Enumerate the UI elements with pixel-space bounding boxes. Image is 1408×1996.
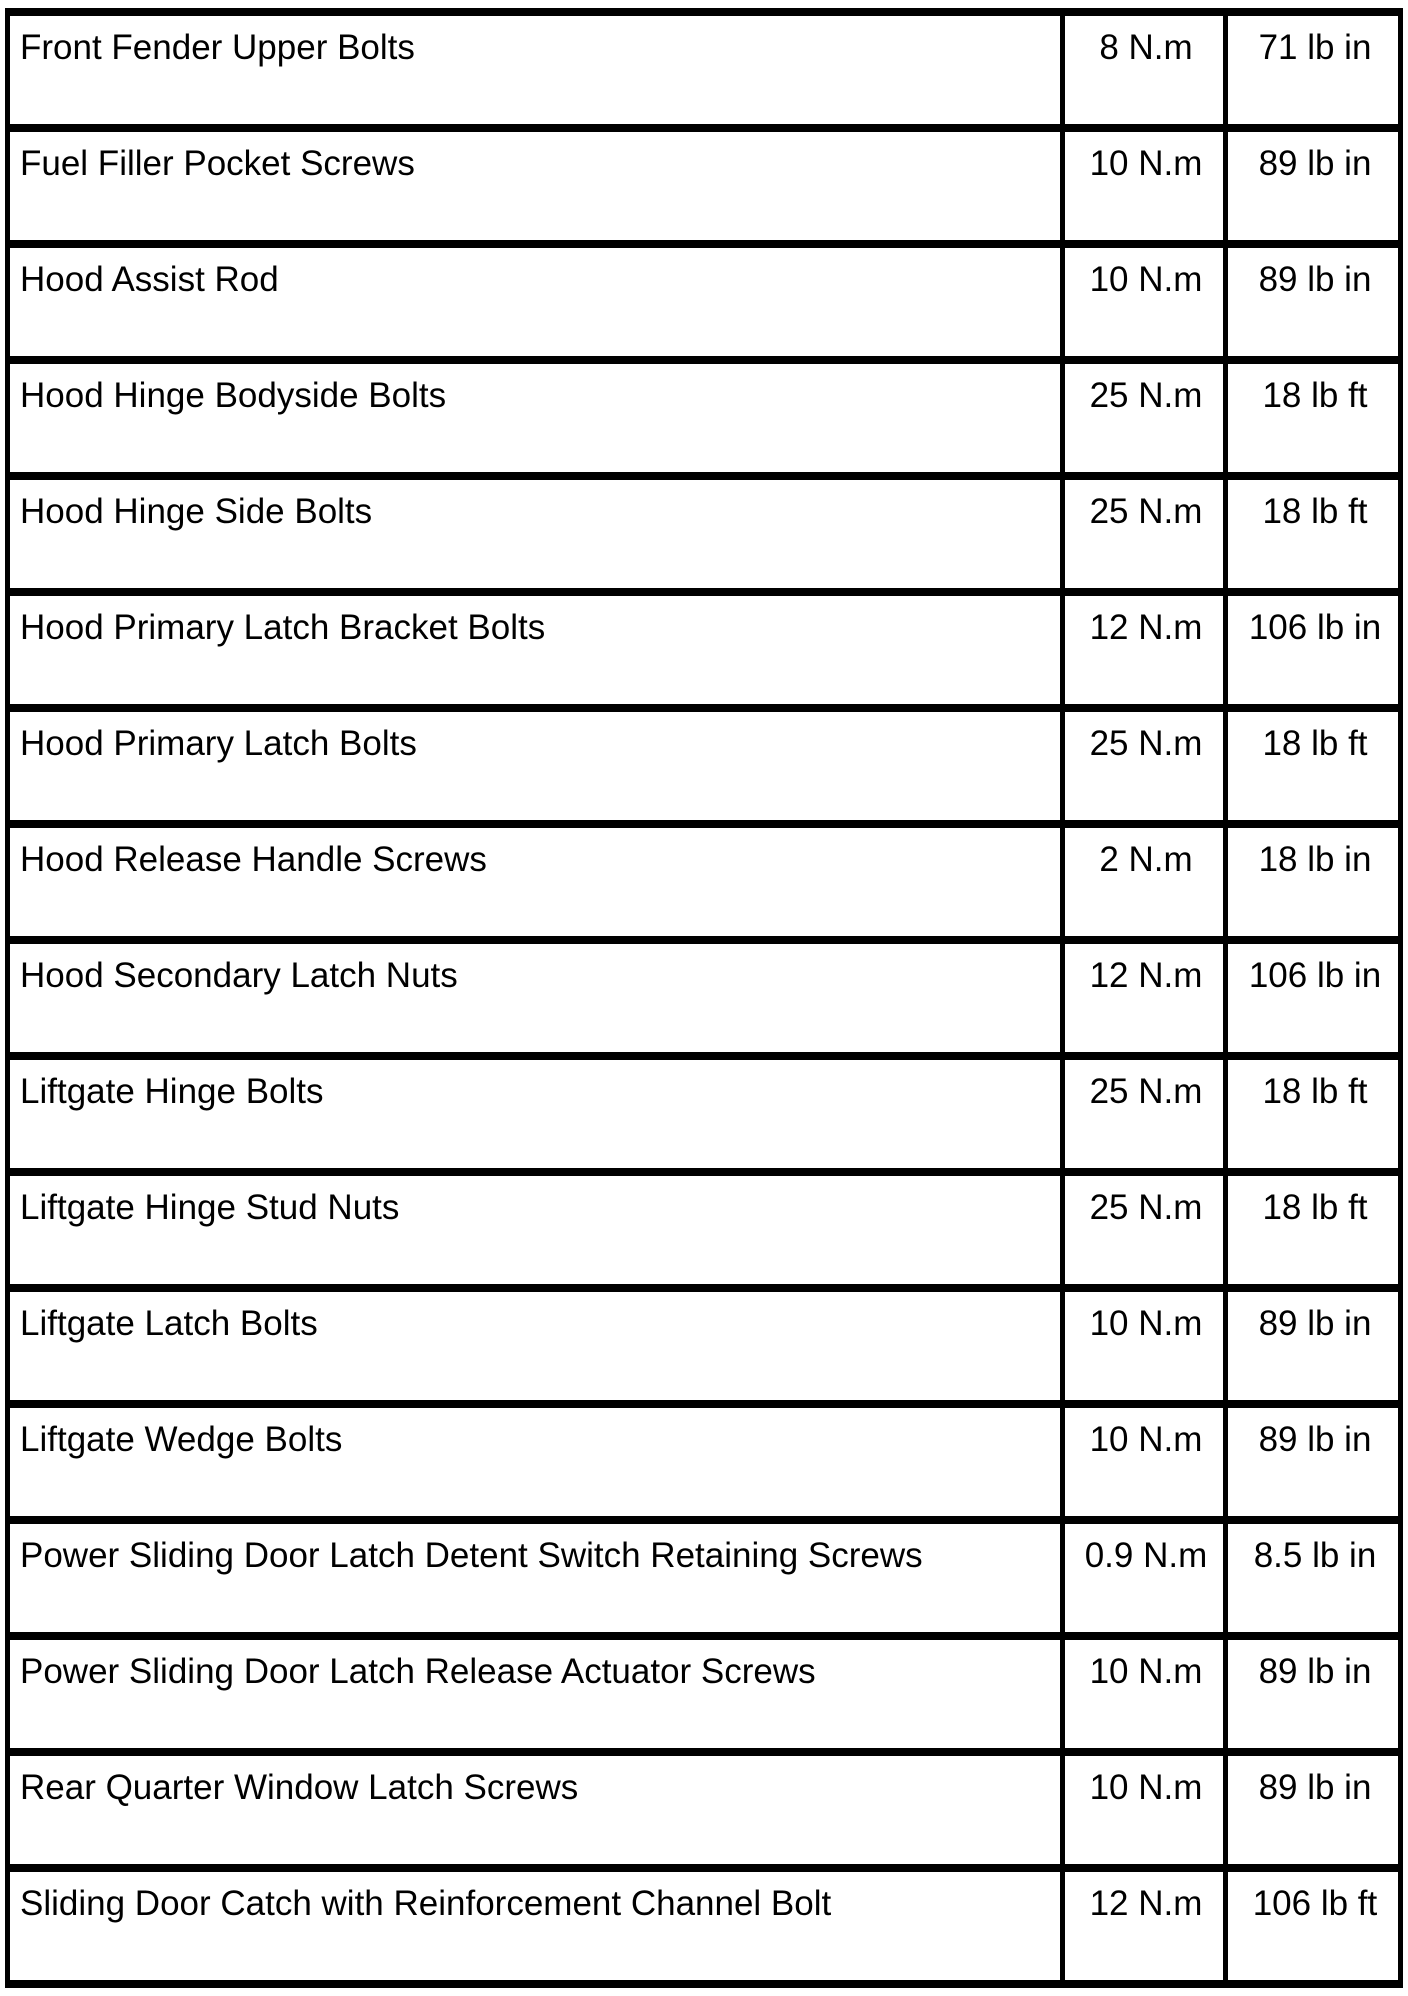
torque-imperial-cell: 89 lb in — [1226, 1752, 1401, 1868]
torque-imperial-cell: 106 lb in — [1226, 592, 1401, 708]
table-row — [8, 1520, 1401, 1636]
torque-imperial-cell: 8.5 lb in — [1226, 1520, 1401, 1636]
torque-metric-cell: 12 N.m — [1063, 592, 1226, 708]
table-row — [8, 592, 1401, 708]
fastener-name-cell: Hood Assist Rod — [8, 244, 1063, 360]
table-row — [8, 940, 1401, 1056]
torque-metric-cell: 8 N.m — [1063, 12, 1226, 128]
table-row — [8, 708, 1401, 824]
torque-imperial-cell: 18 lb ft — [1226, 1172, 1401, 1288]
torque-imperial-cell: 89 lb in — [1226, 244, 1401, 360]
torque-imperial-cell: 89 lb in — [1226, 1404, 1401, 1520]
torque-metric-cell: 10 N.m — [1063, 1752, 1226, 1868]
fastener-name-cell: Front Fender Upper Bolts — [8, 12, 1063, 128]
fastener-name-cell: Rear Quarter Window Latch Screws — [8, 1752, 1063, 1868]
table-row — [8, 476, 1401, 592]
table-row — [8, 1056, 1401, 1172]
fastener-name-cell: Hood Primary Latch Bracket Bolts — [8, 592, 1063, 708]
torque-metric-cell: 25 N.m — [1063, 1172, 1226, 1288]
torque-spec-table-body — [8, 12, 1401, 1984]
table-row — [8, 1868, 1401, 1984]
table-row — [8, 1636, 1401, 1752]
torque-metric-cell: 25 N.m — [1063, 708, 1226, 824]
torque-imperial-cell: 106 lb ft — [1226, 1868, 1401, 1984]
fastener-name-cell: Hood Primary Latch Bolts — [8, 708, 1063, 824]
fastener-name-cell: Liftgate Hinge Stud Nuts — [8, 1172, 1063, 1288]
torque-metric-cell: 10 N.m — [1063, 244, 1226, 360]
fastener-name-cell: Hood Hinge Bodyside Bolts — [8, 360, 1063, 476]
table-row — [8, 12, 1401, 128]
torque-metric-cell: 25 N.m — [1063, 360, 1226, 476]
fastener-name-cell: Hood Hinge Side Bolts — [8, 476, 1063, 592]
torque-imperial-cell: 89 lb in — [1226, 128, 1401, 244]
torque-metric-cell: 12 N.m — [1063, 1868, 1226, 1984]
torque-metric-cell: 25 N.m — [1063, 476, 1226, 592]
torque-imperial-cell: 18 lb ft — [1226, 476, 1401, 592]
fastener-name-cell: Hood Release Handle Screws — [8, 824, 1063, 940]
fastener-name-cell: Liftgate Latch Bolts — [8, 1288, 1063, 1404]
table-row — [8, 128, 1401, 244]
torque-metric-cell: 10 N.m — [1063, 128, 1226, 244]
fastener-name-cell: Hood Secondary Latch Nuts — [8, 940, 1063, 1056]
fastener-name-cell: Power Sliding Door Latch Detent Switch Retaining Screws — [8, 1520, 1063, 1636]
torque-metric-cell: 25 N.m — [1063, 1056, 1226, 1172]
torque-metric-cell: 10 N.m — [1063, 1404, 1226, 1520]
torque-imperial-cell: 18 lb ft — [1226, 708, 1401, 824]
torque-metric-cell: 10 N.m — [1063, 1288, 1226, 1404]
fastener-name-cell: Power Sliding Door Latch Release Actuator Screws — [8, 1636, 1063, 1752]
table-row — [8, 1288, 1401, 1404]
fastener-name-cell: Fuel Filler Pocket Screws — [8, 128, 1063, 244]
table-row — [8, 1172, 1401, 1288]
torque-imperial-cell: 89 lb in — [1226, 1288, 1401, 1404]
torque-imperial-cell: 71 lb in — [1226, 12, 1401, 128]
torque-imperial-cell: 106 lb in — [1226, 940, 1401, 1056]
fastener-name-cell: Liftgate Wedge Bolts — [8, 1404, 1063, 1520]
table-row — [8, 1752, 1401, 1868]
torque-imperial-cell: 18 lb ft — [1226, 1056, 1401, 1172]
table-row — [8, 824, 1401, 940]
table-row — [8, 1404, 1401, 1520]
table-row — [8, 360, 1401, 476]
torque-metric-cell: 2 N.m — [1063, 824, 1226, 940]
torque-imperial-cell: 18 lb ft — [1226, 360, 1401, 476]
torque-metric-cell: 0.9 N.m — [1063, 1520, 1226, 1636]
torque-metric-cell: 10 N.m — [1063, 1636, 1226, 1752]
torque-spec-table — [5, 8, 1403, 1988]
torque-imperial-cell: 18 lb in — [1226, 824, 1401, 940]
table-row — [8, 244, 1401, 360]
torque-metric-cell: 12 N.m — [1063, 940, 1226, 1056]
torque-imperial-cell: 89 lb in — [1226, 1636, 1401, 1752]
fastener-name-cell: Liftgate Hinge Bolts — [8, 1056, 1063, 1172]
fastener-name-cell: Sliding Door Catch with Reinforcement Channel Bolt — [8, 1868, 1063, 1984]
